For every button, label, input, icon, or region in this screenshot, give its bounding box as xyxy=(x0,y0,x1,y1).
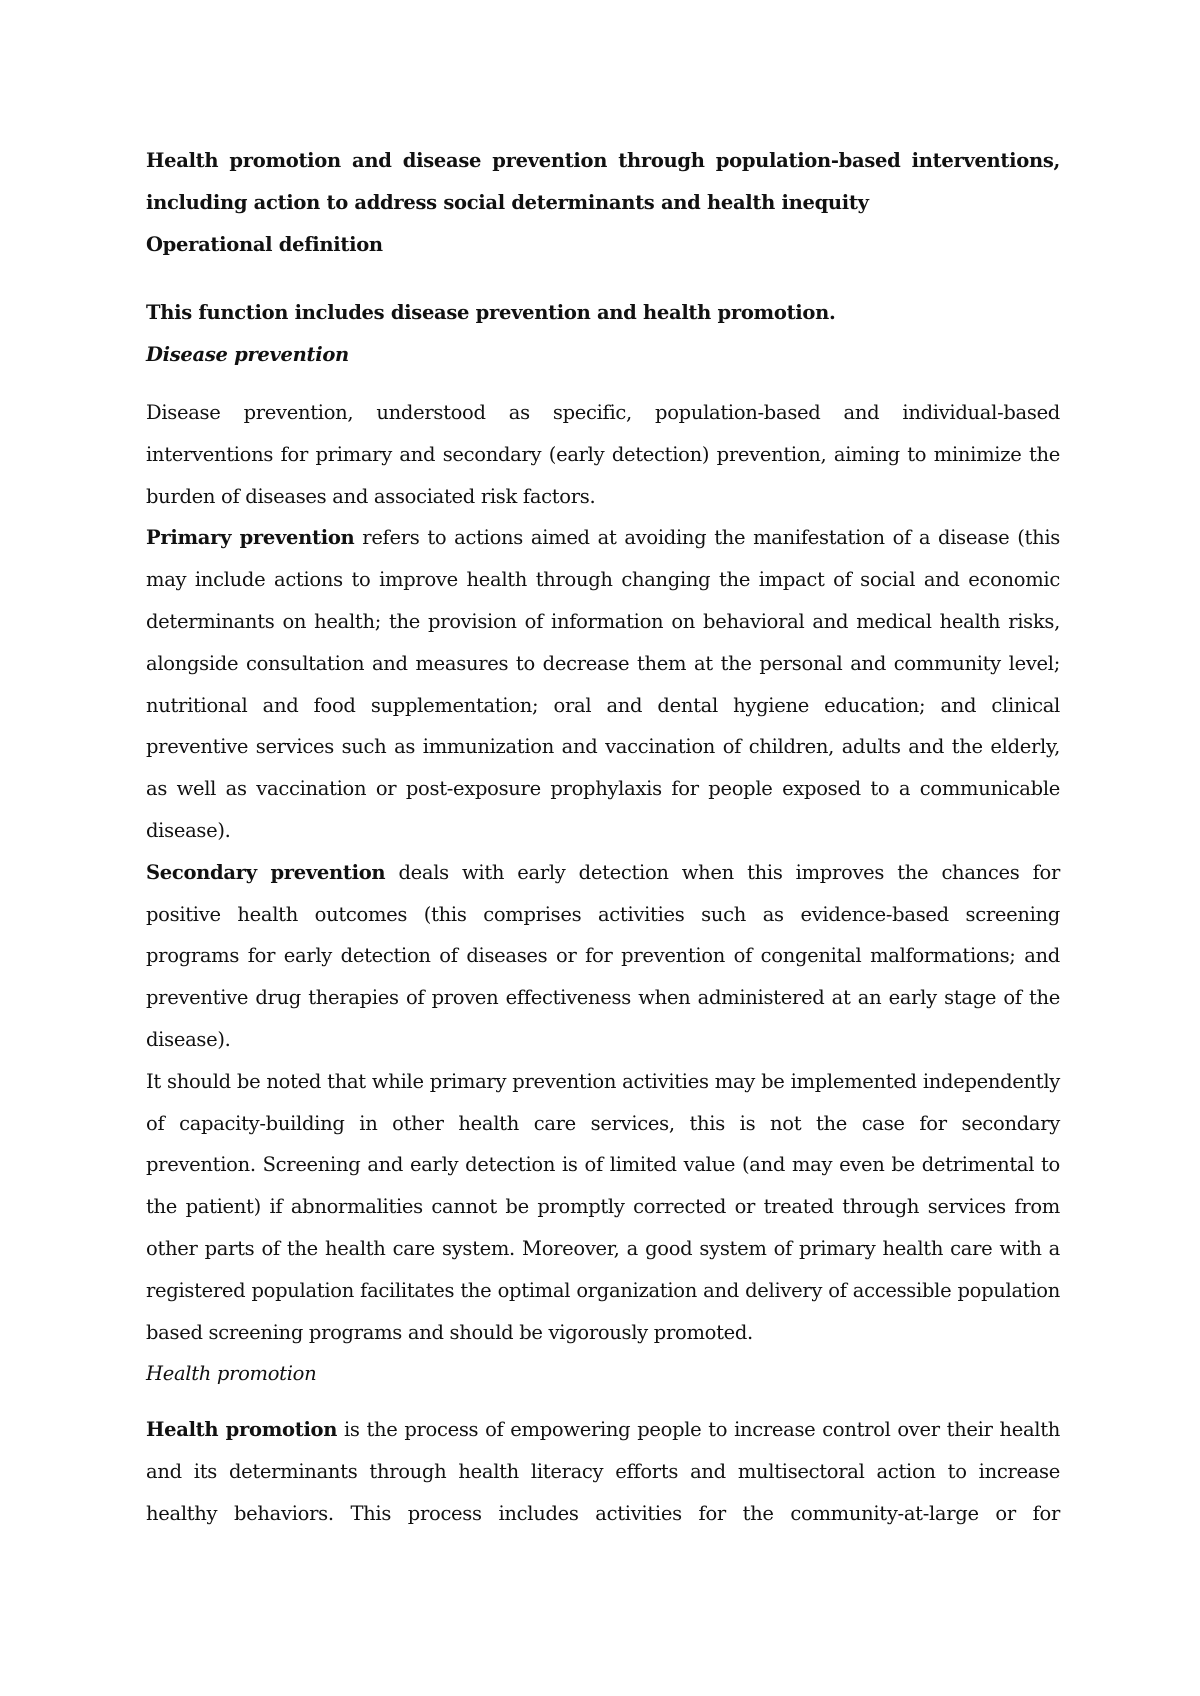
screening-note-paragraph: It should be noted that while primary prevention activities may be implemented independently of capacity-building in other health care services, this is not the case for secondary prevention. Screening and early detection is of limited value (and may even be detrimental to the patient) if abnormalities cannot be promptly corrected or treated through services from other parts of the health care system. Moreover, a good system of primary health care with a registered population facilitates the optimal organization and delivery of accessible population based screening programs and should be vigorously promoted. xyxy=(146,1069,1060,1344)
health-promotion-term: Health promotion xyxy=(146,1418,338,1442)
health-promotion-paragraph xyxy=(146,1409,1060,1534)
primary-prevention-text: refers to actions aimed at avoiding the manifestation of a disease (this may include actions to improve health through changing the impact of social and economic determinants on health; the provision of information on behavioral and medical health risks, alongside consultation and measures to decrease them at the personal and community level; nutritional and food supplementation; oral and dental hygiene education; and clinical preventive services such as immunization and vaccination of children, adults and the elderly, as well as vaccination or post-exposure prophylaxis for people exposed to a communicable disease). xyxy=(146,526,1060,842)
function-statement: This function includes disease prevention and health promotion. xyxy=(146,301,836,325)
secondary-prevention-term: Secondary prevention xyxy=(146,860,386,884)
health-promotion-heading: Health promotion xyxy=(146,1362,317,1386)
document-body xyxy=(146,140,1060,1535)
health-promotion-text: is the process of empowering people to increase control over their health and its determinants through health literacy efforts and multisectoral action to increase healthy behaviors. This process includes activities for the community-at-large or for xyxy=(146,1418,1060,1525)
disease-prevention-heading: Disease prevention xyxy=(146,343,349,367)
primary-prevention-term: Primary prevention xyxy=(146,526,355,550)
operational-definition-heading: Operational definition xyxy=(146,232,383,256)
document-title: Health promotion and disease prevention through population-based interventions, including action to address social determinants and health inequity xyxy=(146,149,1060,214)
secondary-prevention-text: deals with early detection when this improves the chances for positive health outcomes (this comprises activities such as evidence-based screening programs for early detection of diseases or for prevention of congenital malformations; and preventive drug therapies of proven effectiveness when administered at an early stage of the disease). xyxy=(146,860,1060,1051)
primary-prevention-paragraph xyxy=(146,517,1060,851)
secondary-prevention-paragraph xyxy=(146,852,1060,1061)
disease-prevention-intro: Disease prevention, understood as specific, population-based and individual-based interventions for primary and secondary (early detection) prevention, aiming to minimize the burden of diseases and associated risk factors. xyxy=(146,400,1060,508)
